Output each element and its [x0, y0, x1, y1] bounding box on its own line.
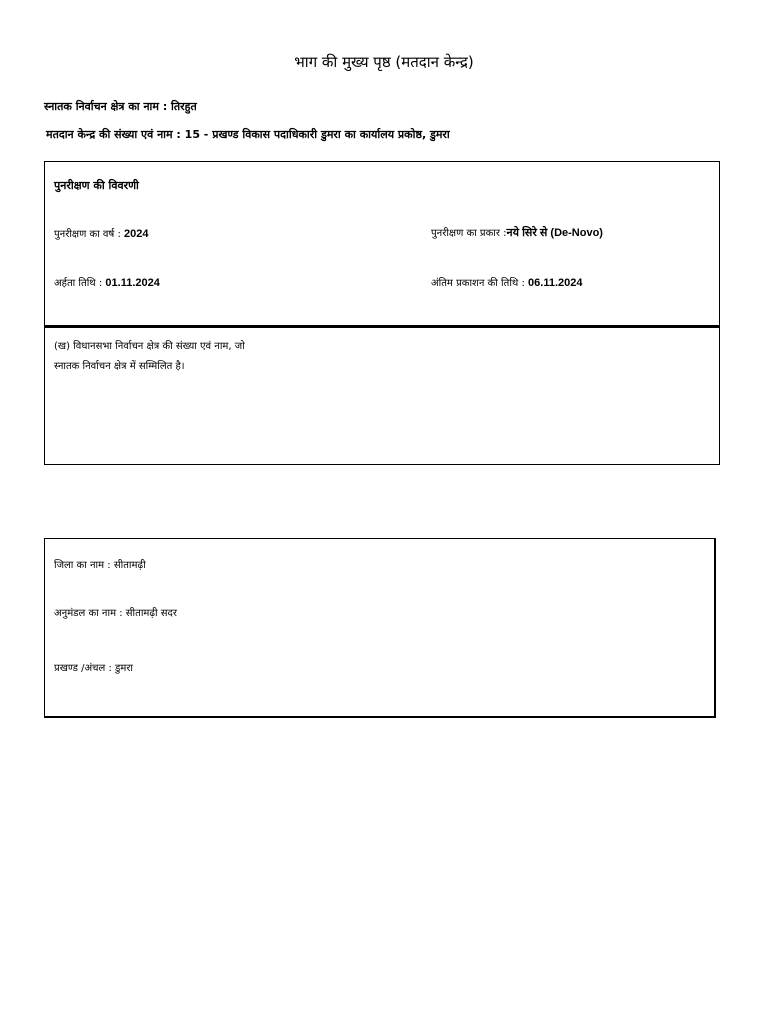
revision-type-label: पुनरीक्षण का प्रकार : — [431, 228, 507, 239]
constituency-name: स्नातक निर्वाचन क्षेत्र का नाम : तिरहुत — [44, 100, 197, 113]
page-title: भाग की मुख्य पृष्ठ (मतदान केन्द्र) — [294, 53, 474, 71]
polling-station-name: मतदान केन्द्र की संख्या एवं नाम : 15 - प्रखण्ड विकास पदाधिकारी डुमरा का कार्यालय प्रकोष्ठ, डुमरा — [46, 128, 450, 141]
revision-year — [54, 222, 149, 241]
revision-details-box — [44, 161, 720, 326]
qualifying-date-value: 01.11.2024 — [105, 277, 160, 289]
revision-year-label: पुनरीक्षण का वर्ष : — [54, 229, 125, 240]
assembly-constituency-text: (ख) विधानसभा निर्वाचन क्षेत्र की संख्या एवं नाम, जो स्नातक निर्वाचन क्षेत्र में सम्मिलित है। — [54, 341, 245, 372]
final-publication-date-label: अंतिम प्रकाशन की तिथि : — [431, 278, 529, 289]
revision-type-value: नये सिरे से (De-Novo) — [506, 227, 603, 239]
revision-year-value: 2024 — [124, 228, 149, 240]
block-name: प्रखण्ड /अंचल : डुमरा — [54, 663, 134, 674]
subdivision-name: अनुमंडल का नाम : सीतामढ़ी सदर — [54, 608, 177, 619]
revision-type — [431, 221, 603, 240]
final-publication-date-value: 06.11.2024 — [528, 277, 583, 289]
district-name: जिला का नाम : सीतामढ़ी — [54, 560, 146, 571]
final-publication-date — [431, 271, 582, 290]
revision-heading: पुनरीक्षण की विवरणी — [54, 179, 139, 192]
qualifying-date — [54, 271, 160, 290]
qualifying-date-label: अर्हता तिथि : — [54, 278, 106, 289]
